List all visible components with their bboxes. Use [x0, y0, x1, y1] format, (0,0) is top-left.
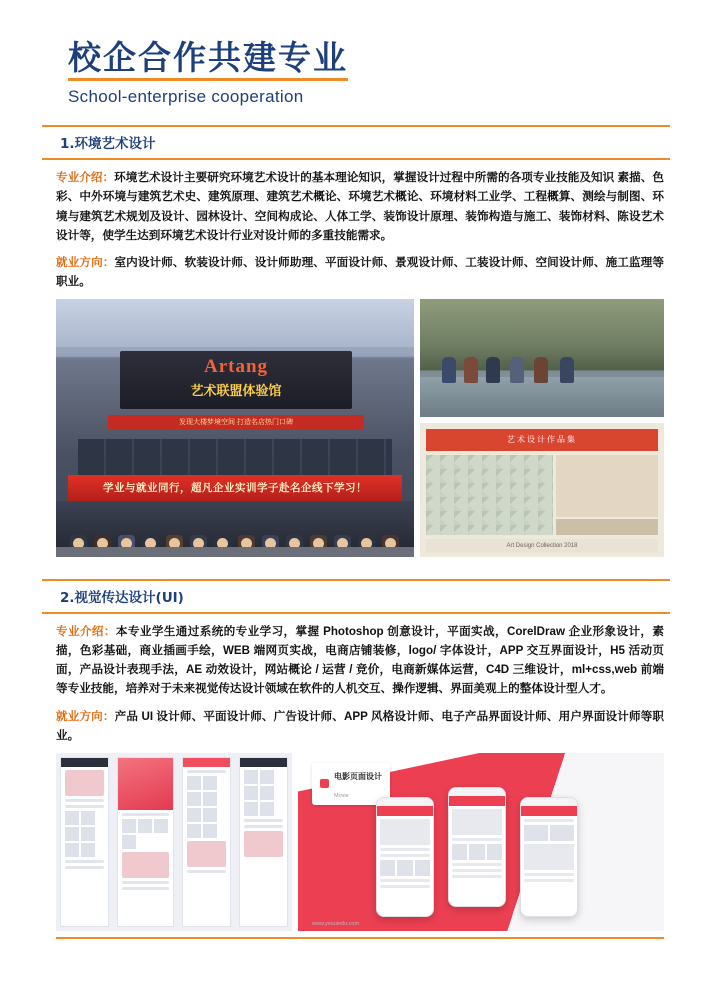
section-environment-art-design — [42, 125, 670, 557]
section-visual-communication-design — [42, 579, 670, 939]
section-2-employment-text: 产品 UI 设计师、平面设计师、广告设计师、APP 风格设计师、电子产品界面设计师、用户界面设计师等职业。 — [56, 709, 664, 742]
document-title-block — [68, 40, 670, 107]
signboard-red-strip: 发现大楼梦境空间 打造名店热门口碑 — [108, 415, 364, 430]
phone-mockup-illustration — [298, 753, 664, 931]
section-1-right-column — [420, 299, 664, 557]
section-2-header — [42, 579, 670, 614]
phone-mockup-1 — [376, 797, 434, 917]
section-1-intro-text: 环境艺术设计主要研究环境艺术设计的基本理论知识，掌握设计过程中所需的各项专业技能及知识 素描、色彩、中外环境与建筑艺术史、建筑原理、建筑艺术概论、环境艺术概论、环境材料工业学、工程概算、测绘与制图、环境与建筑艺术规划及设计、园林设计、空间构成论、人体工学、装饰设计原理、装饰构造与施工、装饰材料、陈设艺术设计等，使学生达到环境艺术设计行业对设计师的多重技能需求。 — [56, 171, 664, 242]
ground-line — [56, 547, 414, 557]
collage-footer: Art Design Collection 2018 — [426, 539, 658, 553]
section-1-image-row — [56, 299, 664, 557]
mockup-title: 电影页面设计 — [334, 771, 382, 781]
sky-area — [56, 299, 414, 347]
collage-cell-b — [556, 455, 658, 517]
ui-screens-illustration — [56, 753, 292, 931]
film-icon — [320, 779, 329, 788]
ui-screen-1 — [60, 757, 109, 927]
outdoor-illustration — [420, 299, 664, 417]
section-2-image-row — [56, 753, 664, 931]
collage-cell-c — [556, 519, 658, 535]
ui-screen-4 — [239, 757, 288, 927]
section-2-intro-paragraph — [56, 622, 664, 699]
ui-screen-2 — [117, 757, 173, 927]
section-2-body — [42, 614, 670, 939]
water-area — [420, 377, 664, 417]
section-1-employment-text: 室内设计师、软装设计师、设计师助理、平面设计师、景观设计师、工装设计师、空间设计师、施工监理等职业。 — [56, 255, 664, 288]
phone-mockup-2 — [448, 787, 506, 907]
ui-screen-3 — [182, 757, 231, 927]
section-2-title: 2.视觉传达设计(UI) — [60, 590, 184, 607]
collage-header: 艺术设计作品集 — [426, 429, 658, 451]
photo-outdoor-fieldwork — [420, 299, 664, 417]
watermark-url: www.yesuiedu.com — [312, 920, 360, 927]
section-1-employment-paragraph — [56, 253, 664, 291]
section-1-body — [42, 160, 670, 557]
section-1-employment-label: 就业方向： — [56, 255, 115, 269]
photo-banner-text: 学业与就业同行，超凡企业实训学子赴名企线下学习！ — [68, 475, 402, 501]
section-1-title: 1.环境艺术设计 — [60, 136, 156, 153]
collage-cell-a — [426, 455, 553, 535]
crowd-of-students — [56, 501, 414, 557]
collage-illustration — [420, 423, 664, 557]
photo-campus-building — [56, 299, 414, 557]
photo-ui-screens-board — [56, 753, 292, 931]
section-2-intro-text: 本专业学生通过系统的专业学习，掌握 Photoshop 创意设计，平面实战，CorelDraw 企业形象设计，素描，色彩基础，商业插画手绘，WEB 端网页实战，电商店铺装修，logo/ 字体设计，APP 交互界面设计，H5 活动页面，产品设计表现手法，AE 动效设计，网站概论 / 运营 / 竞价，电商新媒体运营，C4D 三维设计，ml+css,web 前端等专业技能，培养对于未来视觉传达设计领域在软件的人机交互、操作逻辑、界面美观上的整体设计型人才。 — [56, 625, 664, 696]
photo-movie-app-mockup — [298, 753, 664, 931]
signboard-brand-sub: 艺术联盟体验馆 — [190, 383, 282, 399]
phone-mockup-3 — [520, 797, 578, 917]
page-title: 校企合作共建专业 — [68, 40, 348, 81]
section-1-header — [42, 125, 670, 160]
page-subtitle: School-enterprise cooperation — [68, 87, 304, 107]
building-signboard — [120, 351, 352, 409]
section-1-intro-label: 专业介绍： — [56, 171, 115, 185]
mockup-subtitle: Movie — [334, 792, 349, 799]
photo-sketch-collage — [420, 423, 664, 557]
section-1-intro-paragraph — [56, 168, 664, 245]
section-2-employment-label: 就业方向： — [56, 709, 115, 723]
building-facade-illustration — [56, 299, 414, 557]
section-2-bottom-divider — [56, 937, 664, 939]
signboard-brand: Artang — [203, 356, 269, 378]
section-2-employment-paragraph — [56, 707, 664, 745]
section-2-intro-label: 专业介绍： — [56, 625, 116, 639]
